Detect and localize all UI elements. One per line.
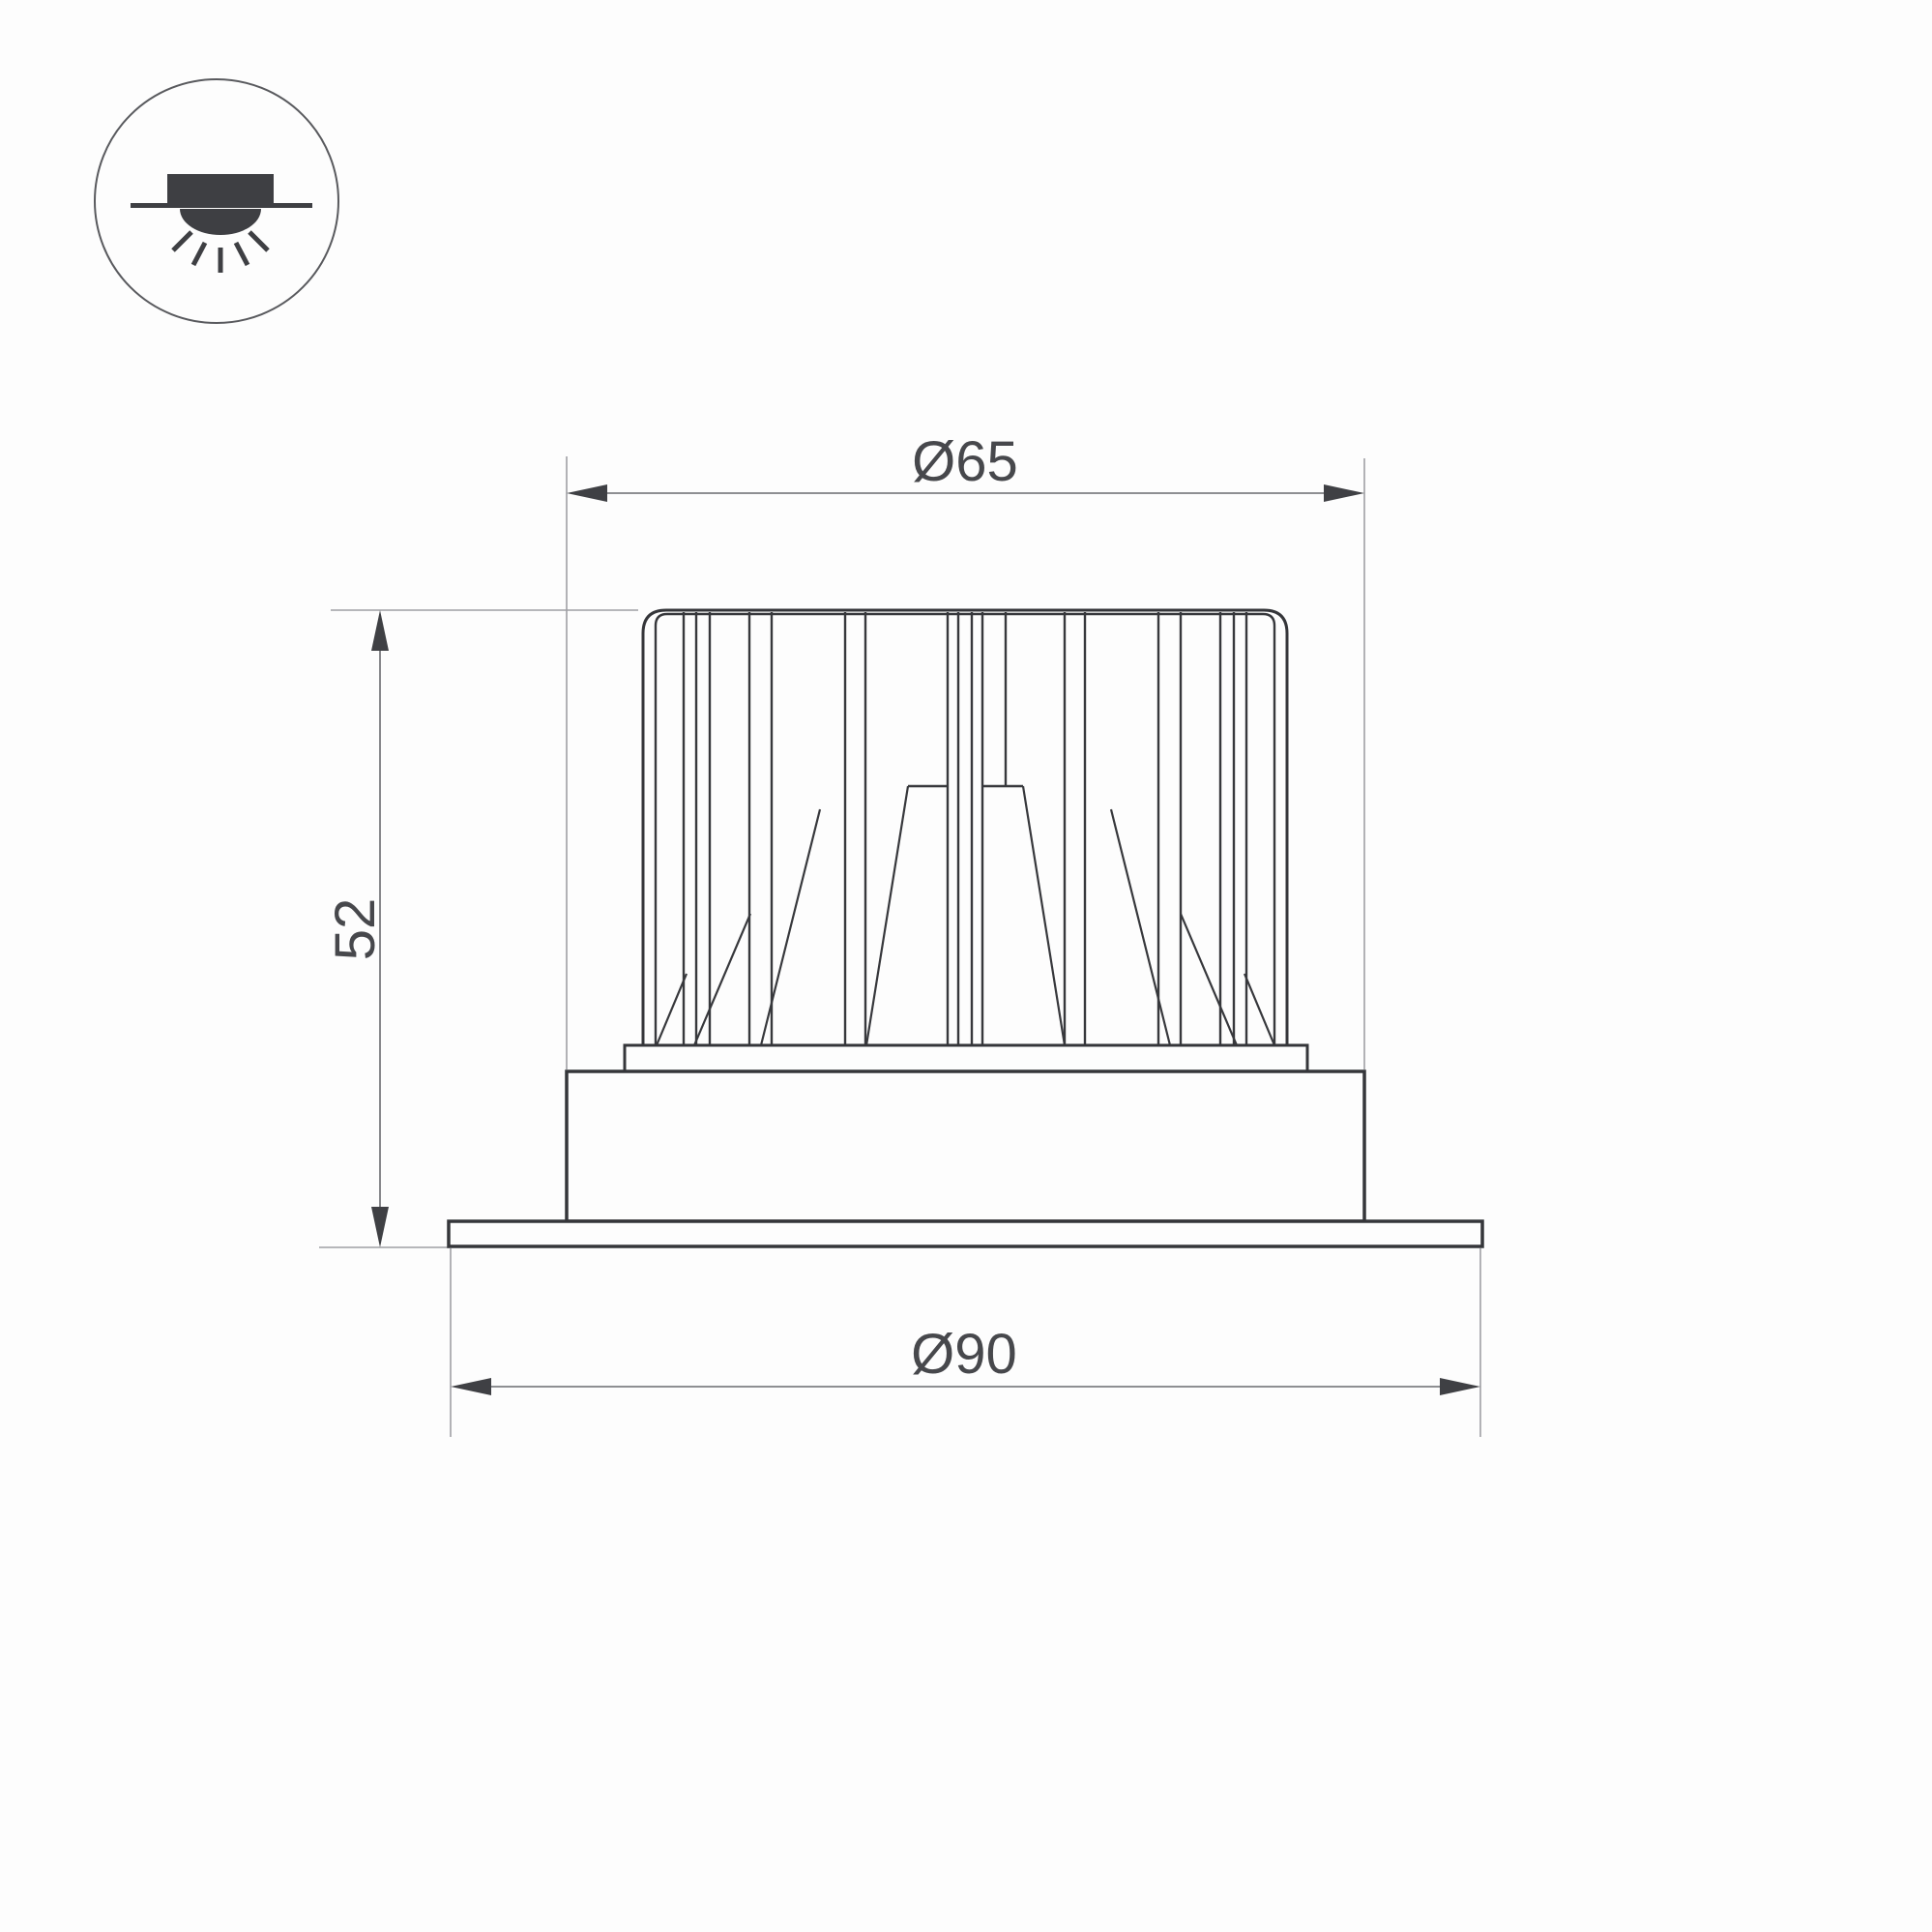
mounting-type-icon-light-rays: [236, 243, 248, 265]
dim-label-height: 52: [324, 897, 387, 961]
mounting-flange: [449, 1221, 1482, 1246]
lamp-body: [567, 1071, 1364, 1221]
heatsink-fin-outer-cap: [643, 610, 1287, 1045]
heatsink-fin-cuts: [657, 974, 687, 1045]
mounting-type-icon-ceiling-line: [131, 203, 312, 208]
heatsink-fin-cuts: [866, 786, 908, 1045]
dim-90-arrow-left: [451, 1378, 491, 1395]
mounting-type-icon-light-dome: [180, 209, 261, 235]
mounting-type-icon-housing: [167, 174, 274, 203]
heatsink-fin-cuts: [1244, 974, 1274, 1045]
dim-label-diameter-top: Ø65: [912, 430, 1018, 493]
dim-52-arrow-top: [371, 610, 389, 651]
dim-65-arrow-left: [567, 484, 607, 502]
mounting-type-icon-light-rays: [173, 232, 191, 250]
heatsink-base-plate: [625, 1045, 1307, 1071]
heatsink-fin-cuts: [1023, 786, 1065, 1045]
figure-shapes: [95, 79, 1482, 1437]
dim-65-arrow-right: [1324, 484, 1364, 502]
heatsink-fin-cuts: [761, 809, 820, 1045]
heatsink-fin-cuts: [694, 914, 750, 1045]
heatsink-fin-cuts: [1111, 809, 1170, 1045]
heatsink-fin-cuts: [1181, 914, 1237, 1045]
dim-90-arrow-right: [1440, 1378, 1480, 1395]
dim-52-arrow-bottom: [371, 1207, 389, 1247]
dim-label-diameter-bottom: Ø90: [911, 1323, 1017, 1386]
mounting-type-icon-light-rays: [249, 232, 268, 250]
mounting-type-icon-light-rays: [193, 243, 205, 265]
